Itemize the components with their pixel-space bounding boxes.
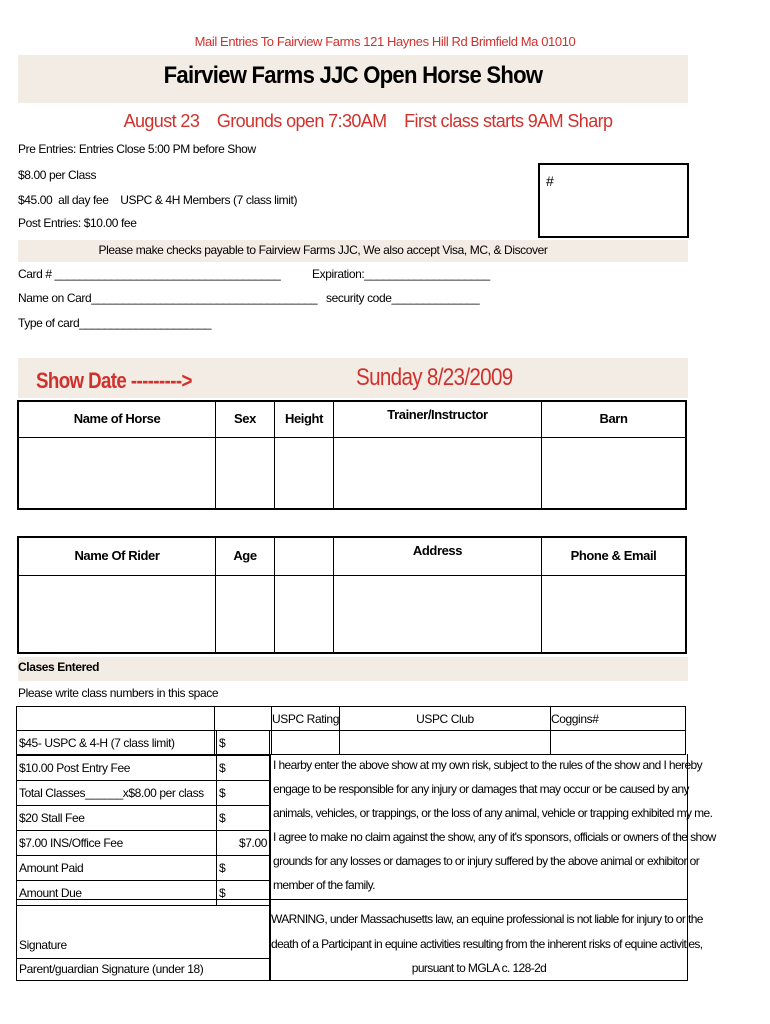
classes-title: Clases Entered xyxy=(18,660,100,674)
release-line: engage to be responsible for any injury or damages that may occur or be caused by any xyxy=(273,782,689,796)
phone-email-cell[interactable] xyxy=(542,575,687,653)
sex-cell[interactable] xyxy=(216,437,275,509)
mail-entries-line: Mail Entries To Fairview Farms 121 Haynes Hill Rd Brimfield Ma 01010 xyxy=(194,34,576,49)
fee-row xyxy=(16,755,270,780)
name-on-card-field[interactable]: Name on Card____________________________________ xyxy=(18,291,318,305)
signature-box[interactable] xyxy=(16,899,270,981)
post-entries-fee: Post Entries: $10.00 fee xyxy=(18,216,137,230)
horse-table xyxy=(17,400,687,510)
fee-label: $45- USPC & 4-H (7 class limit) xyxy=(19,736,175,750)
age-cell[interactable] xyxy=(216,575,275,653)
sex-header: Sex xyxy=(234,411,256,427)
horse-table-header xyxy=(18,401,686,437)
show-schedule: August 23 Grounds open 7:30AM First class starts 9AM Sharp xyxy=(123,111,613,131)
parent-signature-label: Parent/guardian Signature (under 18) xyxy=(19,962,204,976)
release-line: animals, vehicles, or trappings, or the loss of any animal, vehicle or trapping exhibited my me. xyxy=(273,806,713,820)
uspc-rating-label: USPC Rating xyxy=(272,707,340,731)
warning-line: death of a Participant in equine activities resulting from the inherent risks of equine activities, xyxy=(271,937,703,951)
rider-table-header xyxy=(18,537,686,575)
release-line: grounds for any losses or damages to or injury suffered by the above animal or exhibitor or xyxy=(273,854,700,868)
hash-label: # xyxy=(546,173,554,189)
fee-amount[interactable]: $ xyxy=(216,781,271,805)
fee-label: Amount Paid xyxy=(19,861,84,875)
hash-box[interactable] xyxy=(538,163,689,238)
checks-note: Please make checks payable to Fairview Farms JJC, We also accept Visa, MC, & Discover xyxy=(98,243,548,257)
warning-line: WARNING, under Massachusetts law, an equine professional is not liable for injury to or the xyxy=(271,912,703,926)
classes-band xyxy=(18,657,688,681)
coggins-label: Coggins# xyxy=(550,707,685,731)
all-day-fee: $45.00 all day fee USPC & 4H Members (7 class limit) xyxy=(18,193,298,207)
release-line: member of the family. xyxy=(273,878,375,892)
address-cell[interactable] xyxy=(334,575,542,653)
phone-email-header: Phone & Email xyxy=(570,548,657,564)
security-code-field[interactable]: security code______________ xyxy=(326,291,480,305)
fee-amount[interactable]: $ xyxy=(216,806,271,830)
fee-amount[interactable]: $ xyxy=(216,881,271,905)
height-header: Height xyxy=(284,411,324,427)
release-line: I agree to make no claim against the show, any of it's sponsors, officials or owners of the show xyxy=(273,830,716,844)
horse-name-cell[interactable] xyxy=(18,437,216,509)
uspc-header-row xyxy=(17,707,686,731)
uspc-club-value[interactable] xyxy=(339,731,550,755)
fee-label: Total Classes______x$8.00 per class xyxy=(19,786,204,800)
fee-label: $20 Stall Fee xyxy=(19,811,85,825)
coggins-value[interactable] xyxy=(550,731,685,755)
fee-label: $7.00 INS/Office Fee xyxy=(19,836,123,850)
fee-amount[interactable]: $ xyxy=(216,756,271,780)
rider-name-cell[interactable] xyxy=(18,575,216,653)
page-title: Fairview Farms JJC Open Horse Show xyxy=(163,62,543,89)
trainer-header: Trainer/Instructor xyxy=(387,407,488,422)
pre-entries-text: Pre Entries: Entries Close 5:00 PM before Show xyxy=(18,142,256,156)
card-number-field[interactable]: Card # ____________________________________ xyxy=(18,267,281,281)
class-numbers-cell-2[interactable] xyxy=(215,707,272,731)
fee-amount[interactable]: $7.00 xyxy=(216,831,271,855)
per-class-fee: $8.00 per Class xyxy=(18,168,97,182)
fee-row xyxy=(16,855,270,880)
age-header: Age xyxy=(233,548,257,564)
class-numbers-cell[interactable] xyxy=(17,707,215,731)
horse-name-header: Name of Horse xyxy=(73,411,161,427)
expiration-field[interactable]: Expiration:____________________ xyxy=(312,267,490,281)
signature-label: Signature xyxy=(19,938,67,952)
rider-entry-row[interactable] xyxy=(18,575,686,653)
classes-instruction: Please write class numbers in this space xyxy=(18,686,219,700)
release-line: I hearby enter the above show at my own risk, subject to the rules of the show and I hereby xyxy=(273,758,702,772)
barn-header: Barn xyxy=(599,411,628,427)
fee-row xyxy=(16,830,270,855)
fee-rows xyxy=(16,730,270,906)
blank-cell[interactable] xyxy=(275,575,334,653)
release-box xyxy=(270,754,716,899)
uspc-club-label: USPC Club xyxy=(339,707,550,731)
rider-table xyxy=(17,536,687,654)
fee-amount[interactable]: $ xyxy=(216,856,271,880)
trainer-cell[interactable] xyxy=(334,437,542,509)
height-cell[interactable] xyxy=(275,437,334,509)
show-date-label: Show Date ---------> xyxy=(36,368,192,393)
warning-line: pursuant to MGLA c. 128-2d xyxy=(411,961,547,975)
warning-box xyxy=(270,899,703,981)
address-header: Address xyxy=(412,543,463,558)
fee-amount[interactable]: $ xyxy=(216,731,271,755)
barn-cell[interactable] xyxy=(542,437,687,509)
uspc-rating-value[interactable] xyxy=(272,731,340,755)
show-date-value: Sunday 8/23/2009 xyxy=(356,364,513,391)
fee-label: $10.00 Post Entry Fee xyxy=(19,761,131,775)
type-of-card-field[interactable]: Type of card_____________________ xyxy=(18,316,211,330)
fee-row xyxy=(16,805,270,830)
horse-entry-row[interactable] xyxy=(18,437,686,509)
fee-row xyxy=(16,730,270,755)
fee-label: Amount Due xyxy=(19,886,82,900)
fee-row xyxy=(16,780,270,805)
rider-name-header: Name Of Rider xyxy=(74,548,160,564)
